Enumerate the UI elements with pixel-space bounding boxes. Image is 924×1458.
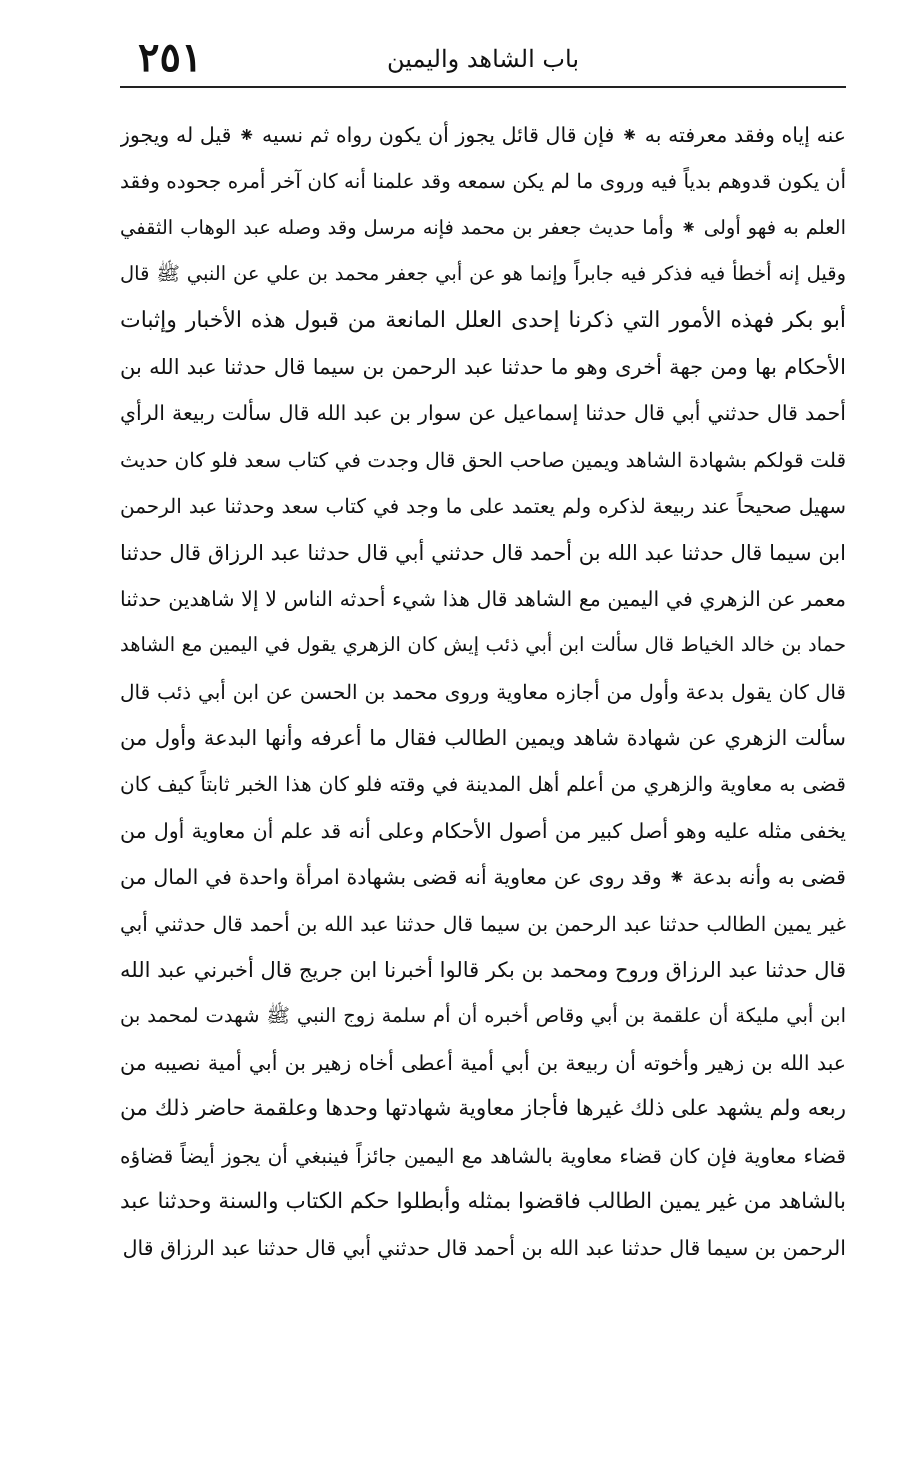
text-line: سهيل صحيحاً عند ربيعة لذكره ولم يعتمد على ما وجد في كتاب سعد وحدثنا عبد الرحمن — [120, 494, 846, 519]
text-line: قضى به وأنه بدعة ⁕ وقد روى عن معاوية أنه قضى بشهادة امرأة واحدة في المال من — [120, 865, 846, 890]
text-line: غير يمين الطالب حدثنا عبد الرحمن بن سيما قال حدثنا عبد الله بن أحمد قال حدثني أبي — [120, 911, 846, 936]
text-line: الرحمن بن سيما قال حدثنا عبد الله بن أحمد قال حدثني أبي قال حدثنا عبد الرزاق قال — [122, 1236, 846, 1261]
text-line: يخفى مثله عليه وهو أصل كبير من أصول الأحكام وعلى أنه قد علم أن معاوية أول من — [120, 818, 846, 843]
text-line: قلت قولكم بشهادة الشاهد ويمين صاحب الحق قال وجدت في كتاب سعد فلو كان حديث — [120, 447, 846, 472]
text-line: ابن سيما قال حدثنا عبد الله بن أحمد قال حدثني أبي قال حدثنا عبد الرزاق قال حدثنا — [120, 540, 846, 565]
text-line: ربعه ولم يشهد على ذلك غيرها فأجاز معاوية شهادتها وحدها وعلقمة حاضر ذلك من — [120, 1096, 846, 1122]
text-line: قضاء معاوية فإن كان قضاء معاوية بالشاهد مع اليمين جائزاً فينبغي أن يجوز أيضاً قضاؤه — [120, 1143, 846, 1168]
text-line: قال كان يقول بدعة وأول من أجازه معاوية وروى محمد بن الحسن عن ابن أبي ذئب قال — [120, 679, 846, 704]
text-line: الأحكام بها ومن جهة أخرى وهو ما حدثنا عبد الرحمن بن سيما قال حدثنا عبد الله بن — [120, 354, 846, 379]
text-line: قال حدثنا عبد الرزاق وروح ومحمد بن بكر قالوا أخبرنا ابن جريج قال أخبرني عبد الله — [120, 958, 846, 983]
text-line: أبو بكر فهذه الأمور التي ذكرنا إحدى العلل المانعة من قبول هذه الأخبار وإثبات — [120, 307, 846, 333]
text-line: حماد بن خالد الخياط قال سألت ابن أبي ذئب إيش كان الزهري يقول في اليمين مع الشاهد — [120, 633, 846, 657]
text-line: عبد الله بن زهير وأخوته أن ربيعة بن أبي أمية أعطى أخاه زهير بن أبي أمية نصيبه من — [120, 1050, 846, 1075]
text-line: معمر عن الزهري في اليمين مع الشاهد قال هذا شيء أحدثه الناس لا إلا شاهدين حدثنا — [120, 586, 846, 611]
text-line: أحمد قال حدثني أبي قال حدثنا إسماعيل عن سوار بن عبد الله قال سألت ربيعة الرأي — [120, 401, 846, 426]
page-header — [120, 30, 846, 90]
text-line: سألت الزهري عن شهادة شاهد ويمين الطالب فقال ما أعرفه وأنها البدعة وأول من — [120, 726, 846, 751]
page-number: ٢٥١ — [138, 34, 203, 81]
text-line: ابن أبي مليكة أن علقمة بن أبي وقاص أخبره أن أم سلمة زوج النبي ﷺ شهدت لمحمد بن — [120, 1004, 846, 1028]
text-line: أن يكون قدوهم بدياً فيه وروى ما لم يكن سمعه وقد علمنا أنه كان آخر أمره جحوده وفقد — [120, 169, 846, 194]
text-line: قضى به معاوية والزهري من أعلم أهل المدينة في وقته فلو كان هذا الخبر ثابتاً كيف كان — [120, 772, 846, 797]
text-line: عنه إياه وفقد معرفته به ⁕ فإن قال قائل يجوز أن يكون رواه ثم نسيه ⁕ قيل له ويجوز — [120, 123, 846, 147]
running-title: باب الشاهد واليمين — [387, 45, 579, 73]
header-rule — [120, 86, 846, 88]
body-text — [120, 112, 846, 1272]
text-line: وقيل إنه أخطأ فيه فذكر فيه جابراً وإنما هو عن أبي جعفر محمد بن علي عن النبي ﷺ قال — [120, 262, 846, 286]
text-line: العلم به فهو أولى ⁕ وأما حديث جعفر بن محمد فإنه مرسل وقد وصله عبد الوهاب الثقفي — [120, 215, 846, 239]
text-line: بالشاهد من غير يمين الطالب فاقضوا بمثله وأبطلوا حكم الكتاب والسنة وحدثنا عبد — [120, 1188, 846, 1214]
